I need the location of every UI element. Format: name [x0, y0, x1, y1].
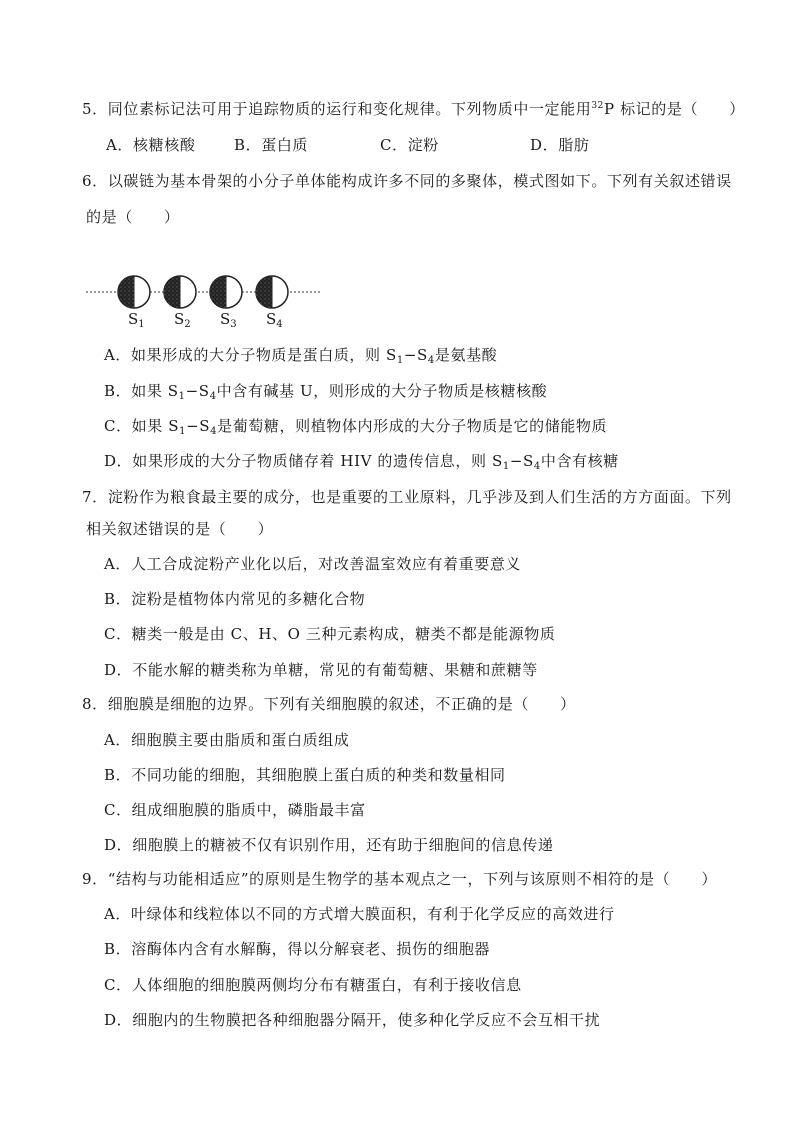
q5-option-c: C．淀粉	[380, 136, 439, 154]
q6-stem-line2: 的是（ ）	[86, 208, 180, 226]
monomer-label-s4: $S_4$	[266, 310, 283, 330]
q7-option-d: D．不能水解的糖类称为单糖，常见的有葡萄糖、果糖和蔗糖等	[104, 661, 538, 679]
q6-stem-line1: 6．以碳链为基本骨架的小分子单体能构成许多不同的多聚体，模式图如下。下列有关叙述错误	[82, 172, 732, 190]
q8-option-d: D．细胞膜上的糖被不仅有识别作用，还有助于细胞间的信息传递	[104, 836, 554, 854]
q9-stem: 9．“结构与功能相适应”的原则是生物学的基本观点之一，下列与该原则不相符的是（ ）	[82, 870, 718, 888]
monomer-label-s3: $S_3$	[220, 310, 237, 330]
q8-option-c: C．组成细胞膜的脂质中，磷脂最丰富	[104, 801, 366, 819]
q5-stem-text: 5．同位素标记法可用于追踪物质的运行和变化规律。下列物质中一定能用	[82, 100, 592, 118]
q9-option-d: D．细胞内的生物膜把各种细胞器分隔开，使多种化学反应不会互相干扰	[104, 1011, 601, 1029]
monomer-circle-1	[118, 276, 150, 308]
monomer-circle-4	[256, 276, 288, 308]
q5-option-a: A．核糖核酸	[106, 136, 196, 154]
q8-option-a: A．细胞膜主要由脂质和蛋白质组成	[104, 731, 350, 749]
q7-option-c: C．糖类一般是由 C、H、O 三种元素构成，糖类不都是能源物质	[104, 625, 556, 643]
q9-option-a: A．叶绿体和线粒体以不同的方式增大膜面积，有利于化学反应的高效进行	[104, 905, 615, 923]
q6-option-a: A．如果形成的大分子物质是蛋白质，则 $S_1-S_4$是氨基酸	[104, 346, 498, 366]
q7-option-b: B．淀粉是植物体内常见的多糖化合物	[104, 590, 366, 608]
q7-stem-line2: 相关叙述错误的是（ ）	[86, 520, 274, 538]
q8-option-b: B．不同功能的细胞，其细胞膜上蛋白质的种类和数量相同	[104, 766, 506, 784]
q5-options	[106, 134, 589, 155]
q8-stem: 8．细胞膜是细胞的边界。下列有关细胞膜的叙述，不正确的是（ ）	[82, 695, 576, 713]
monomer-chain-diagram	[84, 262, 324, 332]
q5-option-b: B．蛋白质	[234, 136, 309, 154]
q9-option-c: C．人体细胞的细胞膜两侧均分布有糖蛋白，有利于接收信息	[104, 976, 522, 994]
q5-stem-end: P 标记的是（ ）	[604, 100, 745, 118]
q6-option-c: C．如果 $S_1-S_4$是葡萄糖，则植物体内形成的大分子物质是它的储能物质	[104, 417, 608, 437]
monomer-circle-2	[164, 276, 196, 308]
q9-option-b: B．溶酶体内含有水解酶，得以分解衰老、损伤的细胞器	[104, 940, 491, 958]
q6-option-b: B．如果 $S_1-S_4$中含有碱基 U，则形成的大分子物质是核糖核酸	[104, 382, 548, 402]
monomer-label-s2: $S_2$	[174, 310, 191, 330]
q5-option-d: D．脂肪	[530, 136, 590, 154]
monomer-label-s1: $S_1$	[128, 310, 145, 330]
q6-option-d: D．如果形成的大分子物质储存着 HIV 的遗传信息，则 $S_1-S_4$中含有核糖	[104, 452, 619, 472]
q7-option-a: A．人工合成淀粉产业化以后，对改善温室效应有着重要意义	[104, 555, 522, 573]
q5-stem	[82, 98, 745, 119]
q7-stem-line1: 7．淀粉作为粮食最主要的成分，也是重要的工业原料，几乎涉及到人们生活的方方面面。下列	[82, 488, 732, 506]
monomer-circle-3	[210, 276, 242, 308]
q5-isotope-mass: 32	[591, 101, 605, 111]
